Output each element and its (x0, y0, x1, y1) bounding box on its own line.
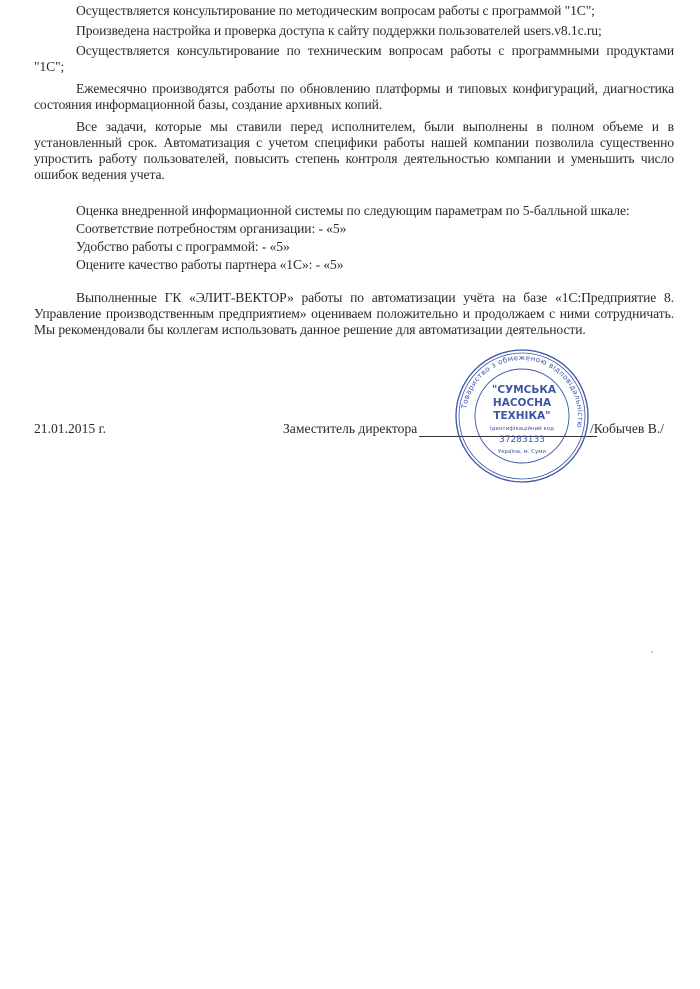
stamp-id-label: Ідентифікаційний код (490, 426, 554, 432)
signature-row (0, 415, 700, 439)
stamp-name-line-3: ТЕХНІКА" (493, 410, 551, 422)
item-methodical-consulting: Осуществляется консультирование по методическим вопросам работы с программой "1С"; (76, 3, 595, 18)
conclusion-paragraph: Выполненные ГК «ЭЛИТ-ВЕКТОР» работы по автоматизации учёта на базе «1С:Предприятие 8. Управление производственным предприятием» оцениваем положительно и продолжаем с ними сотрудничать. Мы рекомендовали бы коллегам использовать данное решение для автоматизации деятельности. (34, 290, 674, 337)
item-technical-consulting: Осуществляется консультирование по техническим вопросам работы с программными продуктами "1С"; (34, 43, 674, 74)
stamp-city: Україна, м. Суми (498, 449, 546, 455)
rating-line-needs: Соответствие потребностям организации: - «5» (76, 221, 347, 236)
stamp-name-line-2: НАСОСНА (492, 397, 552, 409)
rating-intro: Оценка внедренной информационной системы по следующим параметрам по 5-балльной шкале: (76, 203, 630, 218)
item-monthly-updates: Ежемесячно производятся работы по обновлению платформы и типовых конфигураций, диагностика состояния информационной базы, создание архивных копий. (34, 81, 674, 112)
document-body (34, 0, 674, 338)
stamp-name-line-1: "СУМСЬКА (491, 384, 557, 396)
signer-name: /Кобычев В./ (590, 421, 664, 436)
item-tasks-completed: Все задачи, которые мы ставили перед исполнителем, были выполнены в полном объеме и в установленный срок. Автоматизация с учетом специфики работы нашей компании позволила существенно упростить работу пользователей, повысить степень контроля деятельностью компании и уменьшить число ошибок ведения учета. (34, 119, 674, 182)
rating-line-partner: Оцените качество работы партнера «1С»: - «5» (76, 257, 344, 272)
item-support-site-setup: Произведена настройка и проверка доступа к сайту поддержки пользователей users.v8.1c.ru; (76, 23, 602, 38)
rating-line-usability: Удобство работы с программой: - «5» (76, 239, 290, 254)
stamp-ring-text: Товариство з обмеженою відповідальністю (459, 352, 586, 429)
document-date: 21.01.2015 г. (34, 421, 107, 436)
signer-position: Заместитель директора (283, 421, 418, 436)
company-seal-stamp (452, 346, 592, 486)
stamp-id-code: 37283133 (499, 435, 545, 445)
scan-speck (651, 651, 653, 653)
